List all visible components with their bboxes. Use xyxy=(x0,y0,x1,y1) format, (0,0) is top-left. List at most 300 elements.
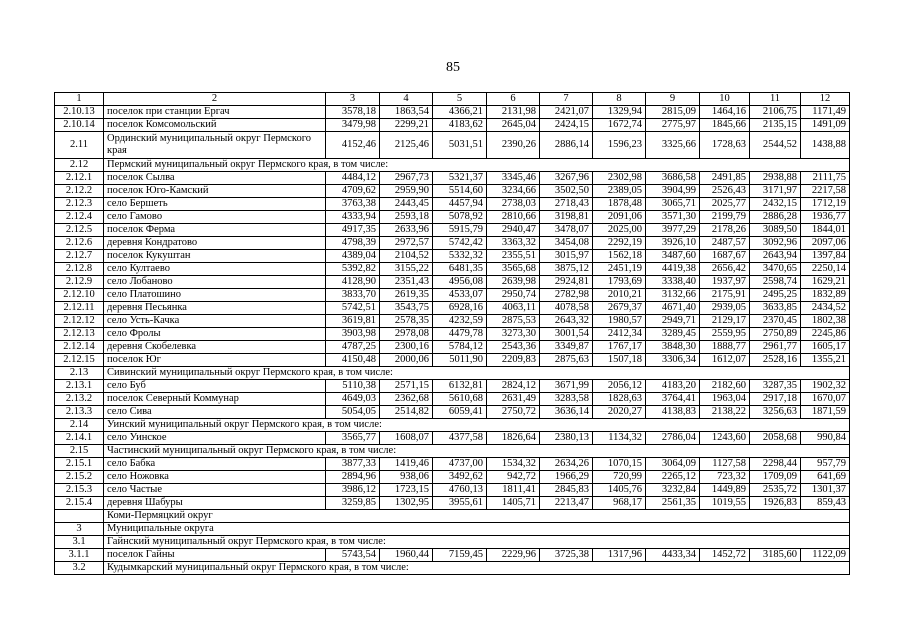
value-cell: 3977,29 xyxy=(646,224,700,237)
row-code: 2.15.1 xyxy=(55,458,104,471)
locality-name: село Усть-Качка xyxy=(104,315,326,328)
table-row xyxy=(55,484,850,497)
table-body xyxy=(55,93,850,575)
value-cell: 4063,11 xyxy=(487,302,540,315)
section-title: Пермский муниципальный округ Пермского края, в том числе: xyxy=(104,159,850,172)
table-row xyxy=(55,406,850,419)
value-cell: 4479,78 xyxy=(433,328,487,341)
value-cell: 2025,00 xyxy=(593,224,646,237)
value-cell: 3633,85 xyxy=(750,302,801,315)
table-row xyxy=(55,172,850,185)
section-row xyxy=(55,562,850,575)
value-cell: 3267,96 xyxy=(540,172,593,185)
value-cell: 3686,58 xyxy=(646,172,700,185)
locality-name: поселок Комсомольский xyxy=(104,119,326,132)
row-code: 2.12.10 xyxy=(55,289,104,302)
row-code: 3 xyxy=(55,523,104,536)
section-row xyxy=(55,523,850,536)
value-cell: 1832,89 xyxy=(801,289,850,302)
value-cell: 5392,82 xyxy=(326,263,380,276)
value-cell: 1863,54 xyxy=(380,106,433,119)
value-cell: 5915,79 xyxy=(433,224,487,237)
column-header: 4 xyxy=(380,93,433,106)
column-header: 6 xyxy=(487,93,540,106)
value-cell: 3926,10 xyxy=(646,237,700,250)
value-cell: 3487,60 xyxy=(646,250,700,263)
row-code: 2.12.15 xyxy=(55,354,104,367)
value-cell: 1464,16 xyxy=(700,106,750,119)
value-cell: 1960,44 xyxy=(380,549,433,562)
value-cell: 1397,84 xyxy=(801,250,850,263)
value-cell: 3155,22 xyxy=(380,263,433,276)
locality-name: село Бабка xyxy=(104,458,326,471)
value-cell: 4389,04 xyxy=(326,250,380,263)
value-cell: 3875,12 xyxy=(540,263,593,276)
column-header: 5 xyxy=(433,93,487,106)
value-cell: 2250,14 xyxy=(801,263,850,276)
table-row xyxy=(55,185,850,198)
value-cell: 1888,77 xyxy=(700,341,750,354)
value-cell: 4956,08 xyxy=(433,276,487,289)
value-cell: 2097,06 xyxy=(801,237,850,250)
value-cell: 1019,55 xyxy=(700,497,750,510)
value-cell: 3289,45 xyxy=(646,328,700,341)
value-cell: 5742,51 xyxy=(326,302,380,315)
value-cell: 3256,63 xyxy=(750,406,801,419)
value-cell: 4798,39 xyxy=(326,237,380,250)
value-cell: 2634,26 xyxy=(540,458,593,471)
table-row xyxy=(55,393,850,406)
value-cell: 2535,72 xyxy=(750,484,801,497)
value-cell: 4419,38 xyxy=(646,263,700,276)
value-cell: 5031,51 xyxy=(433,132,487,159)
value-cell: 2495,25 xyxy=(750,289,801,302)
value-cell: 2619,35 xyxy=(380,289,433,302)
value-cell: 3349,87 xyxy=(540,341,593,354)
value-cell: 1793,69 xyxy=(593,276,646,289)
row-code: 2.15.4 xyxy=(55,497,104,510)
value-cell: 2639,98 xyxy=(487,276,540,289)
value-cell: 3578,18 xyxy=(326,106,380,119)
value-cell: 2432,15 xyxy=(750,198,801,211)
value-cell: 2810,66 xyxy=(487,211,540,224)
value-cell: 5610,68 xyxy=(433,393,487,406)
value-cell: 1845,66 xyxy=(700,119,750,132)
row-code: 2.12.11 xyxy=(55,302,104,315)
value-cell: 1243,60 xyxy=(700,432,750,445)
value-cell: 2229,96 xyxy=(487,549,540,562)
value-cell: 1452,72 xyxy=(700,549,750,562)
value-cell: 4128,90 xyxy=(326,276,380,289)
locality-name: село Лобаново xyxy=(104,276,326,289)
value-cell: 2175,91 xyxy=(700,289,750,302)
value-cell: 2631,49 xyxy=(487,393,540,406)
row-code: 3.1 xyxy=(55,536,104,549)
value-cell: 2424,15 xyxy=(540,119,593,132)
value-cell: 2886,14 xyxy=(540,132,593,159)
value-cell: 3904,99 xyxy=(646,185,700,198)
table-row xyxy=(55,380,850,393)
value-cell: 3065,71 xyxy=(646,198,700,211)
locality-name: поселок Юг xyxy=(104,354,326,367)
value-cell: 2111,75 xyxy=(801,172,850,185)
value-cell: 2578,35 xyxy=(380,315,433,328)
locality-name: поселок при станции Ергач xyxy=(104,106,326,119)
value-cell: 3763,38 xyxy=(326,198,380,211)
value-cell: 5054,05 xyxy=(326,406,380,419)
section-title: Муниципальные округа xyxy=(104,523,850,536)
value-cell: 2443,45 xyxy=(380,198,433,211)
value-cell: 2217,58 xyxy=(801,185,850,198)
value-cell: 1937,97 xyxy=(700,276,750,289)
column-header: 7 xyxy=(540,93,593,106)
row-code: 2.12.8 xyxy=(55,263,104,276)
value-cell: 4150,48 xyxy=(326,354,380,367)
value-cell: 2950,74 xyxy=(487,289,540,302)
column-header: 12 xyxy=(801,93,850,106)
value-cell: 2199,79 xyxy=(700,211,750,224)
locality-name: Ординский муниципальный округ Пермского края xyxy=(104,132,326,159)
value-cell: 1562,18 xyxy=(593,250,646,263)
value-cell: 3234,66 xyxy=(487,185,540,198)
section-row xyxy=(55,536,850,549)
value-cell: 1122,09 xyxy=(801,549,850,562)
value-cell: 1672,74 xyxy=(593,119,646,132)
value-cell: 2131,98 xyxy=(487,106,540,119)
value-cell: 3015,97 xyxy=(540,250,593,263)
page-number: 85 xyxy=(446,60,460,75)
value-cell: 5784,12 xyxy=(433,341,487,354)
locality-name: поселок Кукуштан xyxy=(104,250,326,263)
value-cell: 3454,08 xyxy=(540,237,593,250)
table-row xyxy=(55,198,850,211)
value-cell: 2750,89 xyxy=(750,328,801,341)
locality-name: село Уинское xyxy=(104,432,326,445)
value-cell: 2245,86 xyxy=(801,328,850,341)
value-cell: 2025,77 xyxy=(700,198,750,211)
value-cell: 1329,94 xyxy=(593,106,646,119)
table-row xyxy=(55,497,850,510)
value-cell: 4433,34 xyxy=(646,549,700,562)
value-cell: 938,06 xyxy=(380,471,433,484)
value-cell: 2010,21 xyxy=(593,289,646,302)
value-cell: 2491,85 xyxy=(700,172,750,185)
value-cell: 2299,21 xyxy=(380,119,433,132)
value-cell: 2633,96 xyxy=(380,224,433,237)
value-cell: 1419,46 xyxy=(380,458,433,471)
value-cell: 5743,54 xyxy=(326,549,380,562)
value-cell: 957,79 xyxy=(801,458,850,471)
value-cell: 1828,63 xyxy=(593,393,646,406)
value-cell: 2526,43 xyxy=(700,185,750,198)
value-cell: 1687,67 xyxy=(700,250,750,263)
value-cell: 2824,12 xyxy=(487,380,540,393)
value-cell: 1134,32 xyxy=(593,432,646,445)
value-cell: 1534,32 xyxy=(487,458,540,471)
table-row xyxy=(55,132,850,159)
row-code: 2.12.2 xyxy=(55,185,104,198)
value-cell: 2389,05 xyxy=(593,185,646,198)
value-cell: 4709,62 xyxy=(326,185,380,198)
value-cell: 2451,19 xyxy=(593,263,646,276)
value-cell: 2135,15 xyxy=(750,119,801,132)
locality-name: деревня Кондратово xyxy=(104,237,326,250)
value-cell: 2815,09 xyxy=(646,106,700,119)
table-row xyxy=(55,263,850,276)
value-cell: 1449,89 xyxy=(700,484,750,497)
value-cell: 2000,06 xyxy=(380,354,433,367)
value-cell: 1405,76 xyxy=(593,484,646,497)
section-title: Кудымкарский муниципальный округ Пермского края, в том числе: xyxy=(104,562,850,575)
value-cell: 2886,28 xyxy=(750,211,801,224)
row-code: 2.14 xyxy=(55,419,104,432)
row-code: 2.12 xyxy=(55,159,104,172)
value-cell: 1902,32 xyxy=(801,380,850,393)
value-cell: 1826,64 xyxy=(487,432,540,445)
value-cell: 990,84 xyxy=(801,432,850,445)
tariff-table xyxy=(54,92,850,575)
value-cell: 2938,88 xyxy=(750,172,801,185)
value-cell: 1405,71 xyxy=(487,497,540,510)
value-cell: 3833,70 xyxy=(326,289,380,302)
value-cell: 3903,98 xyxy=(326,328,380,341)
value-cell: 1127,58 xyxy=(700,458,750,471)
value-cell: 3725,38 xyxy=(540,549,593,562)
value-cell: 1670,07 xyxy=(801,393,850,406)
value-cell: 2106,75 xyxy=(750,106,801,119)
value-cell: 2738,03 xyxy=(487,198,540,211)
value-cell: 1844,01 xyxy=(801,224,850,237)
value-cell: 7159,45 xyxy=(433,549,487,562)
row-code: 2.12.5 xyxy=(55,224,104,237)
value-cell: 4183,62 xyxy=(433,119,487,132)
value-cell: 1980,57 xyxy=(593,315,646,328)
column-header: 10 xyxy=(700,93,750,106)
locality-name: село Сива xyxy=(104,406,326,419)
value-cell: 4232,59 xyxy=(433,315,487,328)
value-cell: 2939,05 xyxy=(700,302,750,315)
row-code: 3.2 xyxy=(55,562,104,575)
table-row xyxy=(55,432,850,445)
value-cell: 1811,41 xyxy=(487,484,540,497)
value-cell: 3848,30 xyxy=(646,341,700,354)
value-cell: 4649,03 xyxy=(326,393,380,406)
value-cell: 4377,58 xyxy=(433,432,487,445)
row-code: 2.13 xyxy=(55,367,104,380)
value-cell: 2058,68 xyxy=(750,432,801,445)
value-cell: 4138,83 xyxy=(646,406,700,419)
row-code: 2.13.1 xyxy=(55,380,104,393)
value-cell: 2412,34 xyxy=(593,328,646,341)
value-cell: 5011,90 xyxy=(433,354,487,367)
value-cell: 2959,90 xyxy=(380,185,433,198)
value-cell: 4457,94 xyxy=(433,198,487,211)
value-cell: 3064,09 xyxy=(646,458,700,471)
section-title: Коми-Пермяцкий округ xyxy=(104,510,850,523)
value-cell: 3232,84 xyxy=(646,484,700,497)
value-cell: 2020,27 xyxy=(593,406,646,419)
value-cell: 6132,81 xyxy=(433,380,487,393)
value-cell: 3001,54 xyxy=(540,328,593,341)
value-cell: 2300,16 xyxy=(380,341,433,354)
section-row xyxy=(55,159,850,172)
value-cell: 2362,68 xyxy=(380,393,433,406)
value-cell: 3171,97 xyxy=(750,185,801,198)
locality-name: село Ножовка xyxy=(104,471,326,484)
value-cell: 2924,81 xyxy=(540,276,593,289)
value-cell: 2645,04 xyxy=(487,119,540,132)
value-cell: 3877,33 xyxy=(326,458,380,471)
value-cell: 2978,08 xyxy=(380,328,433,341)
value-cell: 2786,04 xyxy=(646,432,700,445)
table-row xyxy=(55,106,850,119)
value-cell: 1712,19 xyxy=(801,198,850,211)
value-cell: 3671,99 xyxy=(540,380,593,393)
value-cell: 2056,12 xyxy=(593,380,646,393)
table-row xyxy=(55,458,850,471)
value-cell: 4917,35 xyxy=(326,224,380,237)
value-cell: 2571,15 xyxy=(380,380,433,393)
value-cell: 2351,43 xyxy=(380,276,433,289)
value-cell: 4484,12 xyxy=(326,172,380,185)
row-code: 2.15.3 xyxy=(55,484,104,497)
value-cell: 3470,65 xyxy=(750,263,801,276)
row-code: 2.12.12 xyxy=(55,315,104,328)
value-cell: 3325,66 xyxy=(646,132,700,159)
value-cell: 1605,17 xyxy=(801,341,850,354)
row-code: 2.15 xyxy=(55,445,104,458)
value-cell: 1608,07 xyxy=(380,432,433,445)
table-row xyxy=(55,250,850,263)
locality-name: деревня Скобелевка xyxy=(104,341,326,354)
value-cell: 2380,13 xyxy=(540,432,593,445)
column-header: 11 xyxy=(750,93,801,106)
value-cell: 2643,94 xyxy=(750,250,801,263)
value-cell: 4078,58 xyxy=(540,302,593,315)
section-row xyxy=(55,445,850,458)
row-code: 2.12.7 xyxy=(55,250,104,263)
value-cell: 2091,06 xyxy=(593,211,646,224)
section-row xyxy=(55,510,850,523)
value-cell: 2679,37 xyxy=(593,302,646,315)
value-cell: 2213,47 xyxy=(540,497,593,510)
value-cell: 4671,40 xyxy=(646,302,700,315)
value-cell: 5110,38 xyxy=(326,380,380,393)
value-cell: 1070,15 xyxy=(593,458,646,471)
value-cell: 2355,51 xyxy=(487,250,540,263)
value-cell: 1491,09 xyxy=(801,119,850,132)
value-cell: 3273,30 xyxy=(487,328,540,341)
table-row xyxy=(55,302,850,315)
locality-name: поселок Гайны xyxy=(104,549,326,562)
column-header: 1 xyxy=(55,93,104,106)
value-cell: 1438,88 xyxy=(801,132,850,159)
value-cell: 3492,62 xyxy=(433,471,487,484)
row-code: 2.12.6 xyxy=(55,237,104,250)
value-cell: 2967,73 xyxy=(380,172,433,185)
value-cell: 1171,49 xyxy=(801,106,850,119)
value-cell: 2544,52 xyxy=(750,132,801,159)
value-cell: 2750,72 xyxy=(487,406,540,419)
value-cell: 5321,37 xyxy=(433,172,487,185)
table-row xyxy=(55,289,850,302)
value-cell: 3543,75 xyxy=(380,302,433,315)
value-cell: 1802,38 xyxy=(801,315,850,328)
value-cell: 2875,53 xyxy=(487,315,540,328)
value-cell: 3132,66 xyxy=(646,289,700,302)
row-code: 2.13.2 xyxy=(55,393,104,406)
value-cell: 1728,63 xyxy=(700,132,750,159)
table-row xyxy=(55,237,850,250)
value-cell: 2598,74 xyxy=(750,276,801,289)
locality-name: поселок Ферма xyxy=(104,224,326,237)
value-cell: 3287,35 xyxy=(750,380,801,393)
locality-name: деревня Шабуры xyxy=(104,497,326,510)
value-cell: 1767,17 xyxy=(593,341,646,354)
column-header: 2 xyxy=(104,93,326,106)
value-cell: 2125,46 xyxy=(380,132,433,159)
section-title: Уинский муниципальный округ Пермского края, в том числе: xyxy=(104,419,850,432)
table-row xyxy=(55,315,850,328)
value-cell: 3306,34 xyxy=(646,354,700,367)
value-cell: 2561,35 xyxy=(646,497,700,510)
value-cell: 5078,92 xyxy=(433,211,487,224)
value-cell: 2138,22 xyxy=(700,406,750,419)
value-cell: 1507,18 xyxy=(593,354,646,367)
table-row xyxy=(55,119,850,132)
value-cell: 5332,32 xyxy=(433,250,487,263)
value-cell: 3764,41 xyxy=(646,393,700,406)
value-cell: 1301,37 xyxy=(801,484,850,497)
value-cell: 2917,18 xyxy=(750,393,801,406)
value-cell: 1926,83 xyxy=(750,497,801,510)
value-cell: 2390,26 xyxy=(487,132,540,159)
value-cell: 4760,13 xyxy=(433,484,487,497)
value-cell: 3259,85 xyxy=(326,497,380,510)
table-row xyxy=(55,224,850,237)
value-cell: 3478,07 xyxy=(540,224,593,237)
value-cell: 1723,15 xyxy=(380,484,433,497)
value-cell: 3502,50 xyxy=(540,185,593,198)
value-cell: 2894,96 xyxy=(326,471,380,484)
value-cell: 2559,95 xyxy=(700,328,750,341)
value-cell: 1966,29 xyxy=(540,471,593,484)
locality-name: село Гамово xyxy=(104,211,326,224)
locality-name: деревня Песьянка xyxy=(104,302,326,315)
value-cell: 2292,19 xyxy=(593,237,646,250)
value-cell: 2487,57 xyxy=(700,237,750,250)
value-cell: 2593,18 xyxy=(380,211,433,224)
column-header: 3 xyxy=(326,93,380,106)
value-cell: 4333,94 xyxy=(326,211,380,224)
value-cell: 3565,68 xyxy=(487,263,540,276)
locality-name: село Буб xyxy=(104,380,326,393)
table-row xyxy=(55,341,850,354)
table-header-row xyxy=(55,93,850,106)
value-cell: 2421,07 xyxy=(540,106,593,119)
value-cell: 2718,43 xyxy=(540,198,593,211)
value-cell: 3089,50 xyxy=(750,224,801,237)
row-code: 2.12.14 xyxy=(55,341,104,354)
value-cell: 1871,59 xyxy=(801,406,850,419)
value-cell: 2972,57 xyxy=(380,237,433,250)
value-cell: 3565,77 xyxy=(326,432,380,445)
value-cell: 2940,47 xyxy=(487,224,540,237)
value-cell: 1709,09 xyxy=(750,471,801,484)
row-code: 2.12.9 xyxy=(55,276,104,289)
table-row xyxy=(55,354,850,367)
table-row xyxy=(55,276,850,289)
